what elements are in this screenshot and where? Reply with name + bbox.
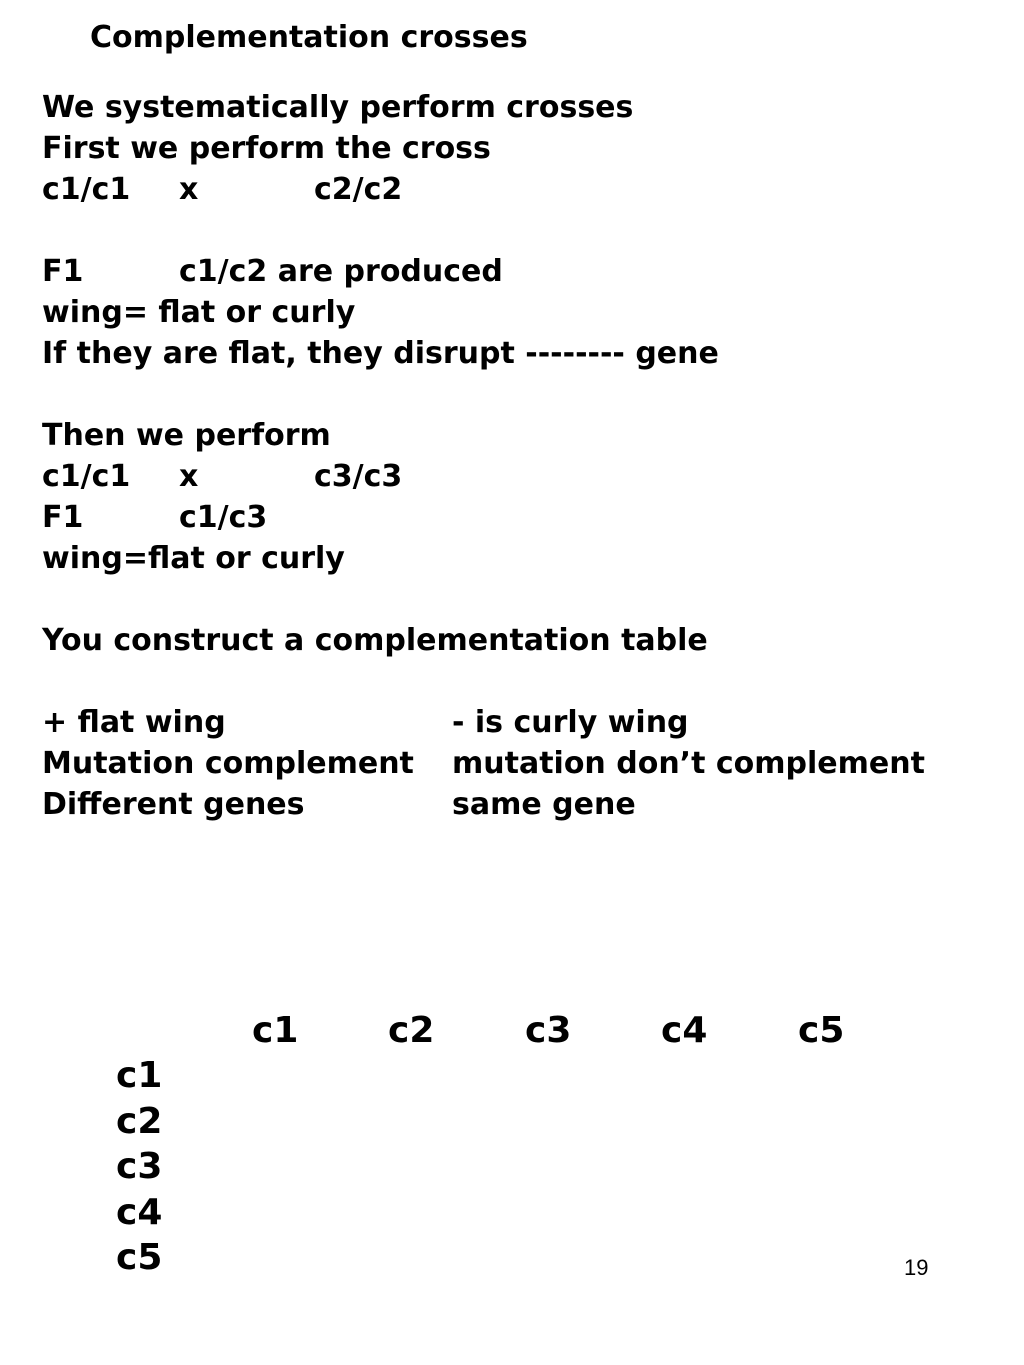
f1-line-1 <box>42 251 719 292</box>
f1-label-2: F1 <box>42 500 84 535</box>
construct-line: You construct a complementation table <box>42 623 708 658</box>
table-column-header: c5 <box>798 1010 845 1051</box>
cross-1-left: c1/c1 <box>42 172 131 207</box>
cross-1-operator: x <box>179 172 199 207</box>
blank-line <box>42 210 719 251</box>
cross-2-right: c3/c3 <box>314 459 403 494</box>
cross-1-line <box>42 169 719 210</box>
legend-complement: Mutation complement <box>42 746 414 781</box>
cross-2-line <box>42 456 719 497</box>
intro-line-1: We systematically perform crosses <box>42 90 634 125</box>
legend-different-genes: Different genes <box>42 787 305 822</box>
legend-no-complement: mutation don’t complement <box>452 746 925 781</box>
legend-same-gene: same gene <box>452 787 636 822</box>
table-row-header: c5 <box>116 1237 163 1278</box>
table-row-header: c4 <box>116 1192 163 1233</box>
f1-label-1: F1 <box>42 254 84 289</box>
f1-text-2: c1/c3 <box>179 500 268 535</box>
cross-1-right: c2/c2 <box>314 172 403 207</box>
table-column-header: c4 <box>661 1010 708 1051</box>
legend-row-2 <box>42 743 925 784</box>
legend-minus: - is curly wing <box>452 705 689 740</box>
then-line: Then we perform <box>42 418 331 453</box>
table-row-header: c1 <box>116 1055 163 1096</box>
legend-row-1 <box>42 702 719 743</box>
disrupt-line: If they are flat, they disrupt -------- gene <box>42 336 719 371</box>
page-number: 19 <box>904 1255 929 1280</box>
wing-line-2: wing=flat or curly <box>42 541 345 576</box>
blank-line <box>42 579 719 620</box>
blank-line <box>42 661 719 702</box>
table-column-header: c1 <box>252 1010 299 1051</box>
f1-text-1: c1/c2 are produced <box>179 254 503 289</box>
table-row-header: c2 <box>116 1101 163 1142</box>
table-column-header: c3 <box>525 1010 572 1051</box>
table-row-header: c3 <box>116 1146 163 1187</box>
slide-title: Complementation crosses <box>90 20 528 55</box>
legend-plus: + flat wing <box>42 705 226 740</box>
table-column-header: c2 <box>388 1010 435 1051</box>
f1-line-2 <box>42 497 719 538</box>
cross-2-operator: x <box>179 459 199 494</box>
legend-row-3 <box>42 784 719 825</box>
blank-line <box>42 374 719 415</box>
slide-body <box>42 87 925 825</box>
cross-2-left: c1/c1 <box>42 459 131 494</box>
intro-line-2: First we perform the cross <box>42 131 491 166</box>
wing-line-1: wing= flat or curly <box>42 295 356 330</box>
